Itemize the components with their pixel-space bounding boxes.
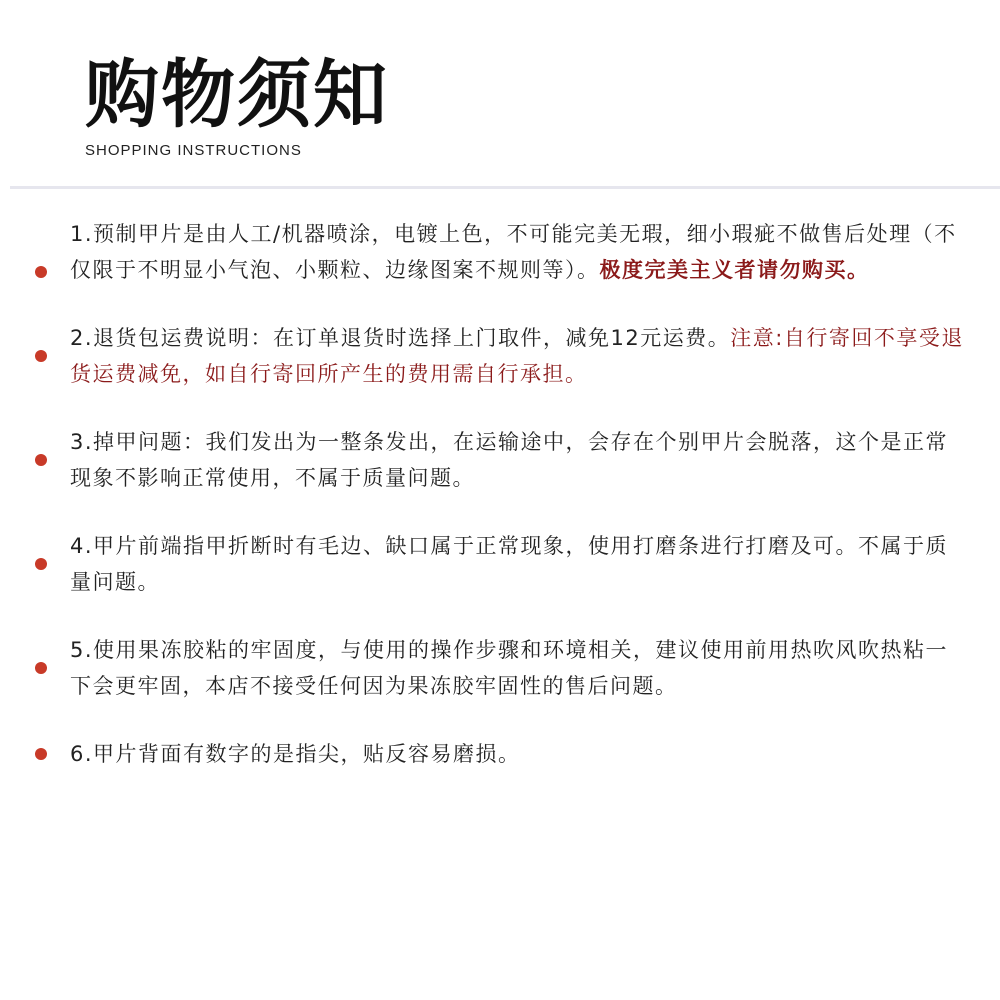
bullet-dot-icon [35, 662, 47, 674]
bullet-dot-icon [35, 266, 47, 278]
instruction-text [70, 320, 970, 392]
instruction-highlight-text: 极度完美主义者请勿购买。 [599, 258, 870, 282]
header-divider [10, 186, 1000, 189]
instruction-highlight-text: 注意:自行寄回不享受退货运费减免，如自行寄回所产生的费用需自行承担。 [70, 326, 964, 386]
page-title: 购物须知 [85, 52, 389, 138]
bullet-dot-icon [35, 748, 47, 760]
bullet-dot-icon [35, 350, 47, 362]
instruction-normal-text: 2.退货包运费说明：在订单退货时选择上门取件，减免12元运费。 [70, 326, 731, 350]
instruction-item [0, 632, 1000, 704]
instruction-text: 4.甲片前端指甲折断时有毛边、缺口属于正常现象，使用打磨条进行打磨及可。不属于质量问题。 [70, 534, 949, 594]
bullet-dot-icon [35, 558, 47, 570]
instruction-item [0, 216, 1000, 288]
instruction-list [0, 216, 1000, 804]
instruction-normal-text: 1.预制甲片是由人工/机器喷涂，电镀上色，不可能完美无瑕，细小瑕疵不做售后处理（不仅限于不明显小气泡、小颗粒、边缘图案不规则等）。 [70, 222, 957, 282]
instruction-text: 3.掉甲问题：我们发出为一整条发出，在运输途中，会存在个别甲片会脱落，这个是正常现象不影响正常使用，不属于质量问题。 [70, 430, 949, 490]
instruction-item [0, 320, 1000, 392]
instruction-item [0, 424, 1000, 496]
header [85, 50, 389, 159]
instruction-item [0, 528, 1000, 600]
instruction-text: 5.使用果冻胶粘的牢固度，与使用的操作步骤和环境相关，建议使用前用热吹风吹热粘一下会更牢固，本店不接受任何因为果冻胶牢固性的售后问题。 [70, 638, 949, 698]
instruction-text: 6.甲片背面有数字的是指尖，贴反容易磨损。 [70, 742, 521, 766]
instruction-text [70, 216, 970, 288]
instruction-item [0, 736, 1000, 772]
bullet-dot-icon [35, 454, 47, 466]
page-subtitle: SHOPPING INSTRUCTIONS [85, 142, 302, 159]
